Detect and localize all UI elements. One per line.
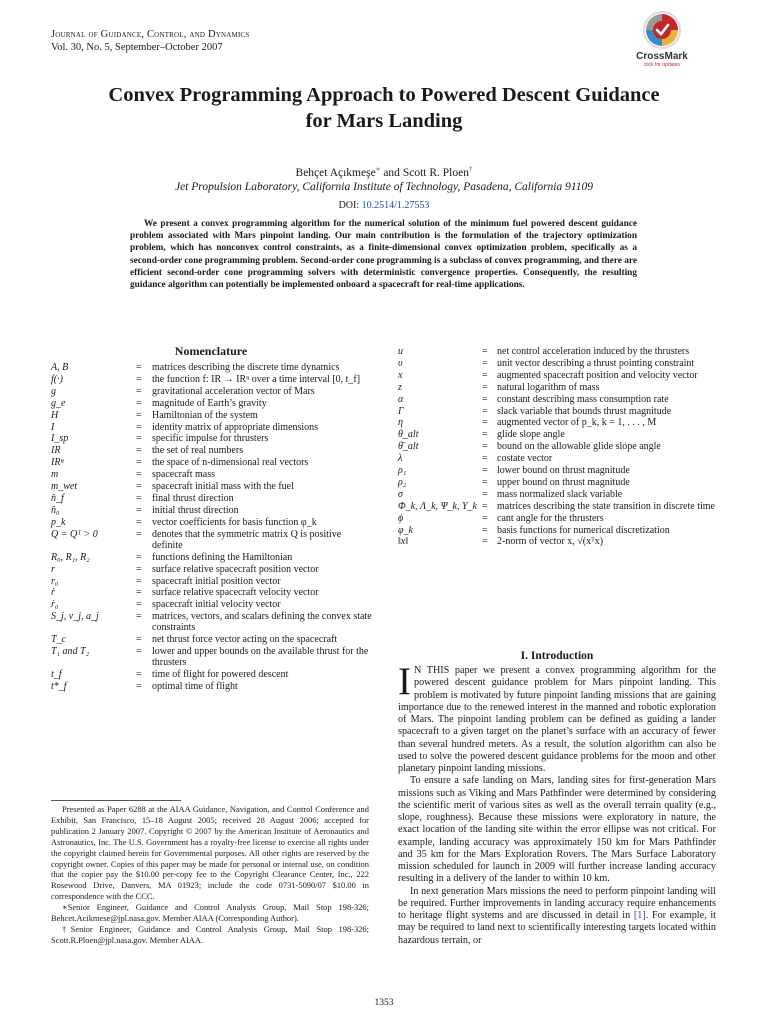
nomenclature-symbol: υ (398, 357, 403, 369)
nomenclature-equals: = (482, 512, 488, 524)
nomenclature-symbol: p_k (51, 516, 66, 528)
nomenclature-equals: = (136, 457, 142, 469)
nomenclature-symbol: λ (398, 453, 403, 465)
nomenclature-equals: = (136, 385, 142, 397)
footnote-presentation: Presented as Paper 6288 at the AIAA Guidance, Navigation, and Control Conference and Exhibit, San Francisco, 15–18 August 2005; received 28 August 2006; accepted for publication 2 January 2007. Copyright © 2007 by the American Institute of Aeronautics and Astronautics, Inc. The U.S. Government has a royalty-free license to exercise all rights under the copyright claimed herein for Governmental purposes. All other rights are reserved by the copyright owner. Copies of this paper may be made for personal or internal use, on condition that the copier pay the $10.00 per-copy fee to the Copyright Clearance Center, Inc., 222 Rosewood Drive, Danvers, MA 01923; include the code 0731-5090/07 $10.00 in correspondence with the CCC. (51, 804, 369, 902)
nomenclature-equals: = (136, 681, 142, 693)
nomenclature-symbol: m_wet (51, 481, 78, 492)
nomenclature-equals: = (136, 469, 142, 481)
nomenclature-definition: spacecraft initial velocity vector (152, 599, 281, 611)
nomenclature-symbol: f(·) (51, 373, 63, 385)
nomenclature-symbol: u (398, 346, 403, 357)
nomenclature-symbol: I_sp (51, 433, 69, 445)
doi-line (0, 200, 768, 212)
nomenclature-definition: net thrust force vector acting on the spacecraft (152, 634, 338, 646)
intro-paragraph-1-text: N THIS paper we present a convex programming algorithm for the powered descent guidance problem for Mars pinpoint landing. This problem is motivated by future pinpoint landing missions that are gaining importance due to the renewed interest in the manned and robotic exploration of Mars. The pinpoint landing problem can be defined as guiding a lander spacecraft to a given target on the planet’s surface with an accuracy of fewer than several hundred meters. As a result, the solution algorithm can also be used to solve the powered descent guidance problems for the moon and other planetary pinpoint landing missions. (398, 665, 716, 774)
author-2-footnote-mark[interactable]: † (468, 165, 473, 173)
nomenclature-symbol: ṙ (51, 587, 55, 599)
nomenclature-symbol: IRⁿ (51, 457, 64, 469)
nomenclature-symbol: r (51, 563, 55, 575)
nomenclature-symbol: ρ₁ (398, 465, 407, 476)
nomenclature-symbol: T₁ and T₂ (51, 646, 90, 658)
nomenclature-symbol: θ_alt (398, 429, 419, 441)
nomenclature-equals: = (482, 429, 488, 441)
nomenclature-equals: = (482, 417, 488, 429)
nomenclature-equals: = (482, 500, 488, 512)
nomenclature-equals: = (482, 536, 488, 548)
nomenclature-symbol: z (398, 381, 402, 393)
nomenclature-symbol: S_j, v_j, a_j (51, 611, 99, 623)
nomenclature-equals: = (136, 516, 142, 528)
intro-paragraph-3 (398, 886, 716, 947)
journal-name: Journal of Guidance, Control, and Dynamics (51, 29, 250, 40)
intro-paragraph-1 (398, 660, 716, 775)
nomenclature-definition: initial thrust direction (152, 504, 239, 516)
author-1-footnote-mark[interactable]: ∗ (375, 165, 381, 173)
nomenclature-definition: Hamiltonian of the system (152, 409, 258, 421)
nomenclature-equals: = (482, 453, 488, 465)
doi-label: DOI: (338, 200, 362, 211)
nomenclature-symbol: m (51, 469, 59, 481)
introduction-heading: I. Introduction (520, 650, 594, 662)
nomenclature-definition: 2-norm of vector x, √(xᵀx) (497, 536, 604, 548)
nomenclature-symbol: θ̄_alt (398, 441, 419, 453)
nomenclature-equals: = (482, 476, 488, 488)
footnote-author-2: †Senior Engineer, Guidance and Control Analysis Group, Mail Stop 198-326; Scott.R.Ploen@jpl.nasa.gov. Member AIAA. (51, 923, 369, 945)
nomenclature-equals: = (136, 409, 142, 421)
nomenclature-symbol: n̂₀ (51, 504, 60, 516)
nomenclature-definition: unit vector describing a thrust pointing constraint (497, 357, 695, 369)
footnote-divider (51, 800, 181, 801)
nomenclature-equals: = (136, 646, 142, 658)
author-line (0, 162, 768, 180)
nomenclature-definition: lower bound on thrust magnitude (497, 465, 630, 476)
nomenclature-equals: = (482, 346, 488, 357)
nomenclature-definition: net control acceleration induced by the thrusters (497, 346, 690, 357)
nomenclature-symbol: x (398, 369, 403, 381)
intro-paragraph-3-text-b: . For example, it may be required to land next to scientifically interesting targets located within hazardous terrain, or (398, 910, 716, 946)
nomenclature-definition: cant angle for the thrusters (497, 512, 604, 524)
nomenclature-symbol: η (398, 417, 403, 429)
introduction-body (398, 660, 716, 947)
nomenclature-equals: = (136, 445, 142, 457)
nomenclature-symbol: r₀ (51, 575, 59, 587)
nomenclature-equals: = (136, 587, 142, 599)
crossmark-sublabel: click for updates (643, 62, 681, 68)
title-line-1: Convex Programming Approach to Powered Descent Guidance (108, 84, 660, 106)
nomenclature-definition: slack variable that bounds thrust magnitude (497, 405, 672, 417)
doi-link[interactable]: 10.2514/1.27553 (361, 200, 430, 211)
nomenclature-equals: = (136, 397, 142, 409)
nomenclature-definition: the set of real numbers (152, 445, 244, 457)
nomenclature-symbol: Γ (398, 405, 404, 417)
abstract: We present a convex programming algorithm for the numerical solution of the minimum fuel powered descent guidance problem associated with Mars pinpoint landing. Our main contribution is the formulation of the trajectory optimization problem, which has nonconvex control constraints, as a finite-dimensional convex optimization problem, specifically as a second-order cone programming problem. Second-order cone programming is a subclass of convex programming, and there are efficient second-order cone programming solvers with deterministic convergence properties. Consequently, the resulting guidance algorithm can potentially be implemented onboard a spacecraft for real-time applications. (130, 219, 637, 291)
page-number: 1353 (374, 998, 394, 1008)
nomenclature-definition: spacecraft initial position vector (152, 575, 281, 587)
nomenclature-symbol: Φ_k, Λ_k, Ψ_k, Υ_k (398, 500, 477, 512)
nomenclature-equals: = (136, 611, 142, 623)
nomenclature-symbol: φ_k (398, 524, 413, 536)
nomenclature-equals: = (482, 441, 488, 453)
nomenclature-symbol: t*_f (51, 681, 67, 693)
nomenclature-heading: Nomenclature (174, 344, 248, 358)
nomenclature-definition: the space of n-dimensional real vectors (152, 457, 309, 469)
nomenclature-equals: = (136, 504, 142, 516)
nomenclature-equals: = (136, 492, 142, 504)
nomenclature-equals: = (482, 465, 488, 476)
nomenclature-equals: = (482, 524, 488, 536)
nomenclature-equals: = (482, 393, 488, 405)
nomenclature-definition: costate vector (497, 453, 553, 465)
footnotes (51, 804, 369, 946)
intro-paragraph-3-text-a: In next generation Mars missions the need to perform pinpoint landing will be required. Further improvements in landing accuracy require enhancements to heritage flight systems and are discussed in detail in (398, 885, 716, 921)
nomenclature-equals: = (482, 357, 488, 369)
crossmark-badge[interactable] (628, 10, 696, 72)
author-2[interactable]: Scott R. Ploen (402, 166, 469, 179)
nomenclature-definition: identity matrix of appropriate dimensions (152, 421, 319, 433)
nomenclature-definition: matrices describing the discrete time dynamics (152, 362, 340, 373)
nomenclature-symbol: Q = Qᵀ > 0 (51, 528, 98, 540)
nomenclature-symbol: t_f (51, 669, 62, 681)
nomenclature-symbol: I (51, 421, 55, 433)
nomenclature-equals: = (482, 381, 488, 393)
nomenclature-definition: final thrust direction (152, 492, 234, 504)
nomenclature-equals: = (136, 528, 142, 540)
nomenclature-equals: = (136, 599, 142, 611)
author-1[interactable]: Behçet Açıkmeşe (295, 166, 376, 179)
nomenclature-definition: augmented vector of p_k, k = 1, . . . , M (497, 417, 657, 429)
citation-link[interactable]: [1] (633, 910, 646, 921)
nomenclature-definition: lower and upper bounds on the available thrust for the thrusters (152, 646, 369, 669)
affiliation: Jet Propulsion Laboratory, California Institute of Technology, Pasadena, California 91109 (174, 181, 594, 193)
drop-cap: I (398, 660, 411, 703)
nomenclature-definition: time of flight for powered descent (152, 669, 289, 681)
author-conjunction: and (380, 166, 403, 179)
nomenclature-symbol: n̂_f (51, 492, 64, 504)
nomenclature-definition: gravitational acceleration vector of Mars (152, 385, 315, 397)
nomenclature-equals: = (482, 405, 488, 417)
nomenclature-symbol: T_c (51, 634, 66, 646)
nomenclature-equals: = (136, 373, 142, 385)
nomenclature-definition: mass normalized slack variable (497, 488, 623, 500)
nomenclature-definition: augmented spacecraft position and velocity vector (497, 369, 698, 381)
nomenclature-definition: spacecraft mass (152, 469, 216, 481)
nomenclature-definition: magnitude of Earth’s gravity (152, 397, 267, 409)
nomenclature-definition: constant describing mass consumption rate (497, 393, 669, 405)
nomenclature-definition: denotes that the symmetric matrix Q is positive definite (152, 528, 342, 551)
journal-header (51, 28, 249, 54)
crossmark-label: CrossMark (636, 51, 688, 62)
nomenclature-definition: surface relative spacecraft position vector (152, 563, 319, 575)
nomenclature-symbol: g (51, 385, 56, 397)
nomenclature-equals: = (482, 369, 488, 381)
nomenclature-definition: vector coefficients for basis function φ_k (152, 516, 317, 528)
nomenclature-symbol: g_e (51, 397, 66, 409)
crossmark-icon (642, 10, 682, 50)
nomenclature-definition: basis functions for numerical discretization (497, 524, 670, 536)
nomenclature-definition: matrices, vectors, and scalars defining the convex state constraints (152, 611, 372, 634)
intro-paragraph-2: To ensure a safe landing on Mars, landing sites for first-generation Mars missions such as Viking and Mars Pathfinder were determined by considering the scientific merit of various sites as well as the overall terrain quality (e.g., slope, roughness). Because these missions were exploratory in nature, the exact location of the landing site within the error ellipse was not critical. For example, landing accuracy was approximately 150 km for Mars Pathfinder and 35 km for the Mars Exploration Rovers. The Mars Surface Laboratory mission scheduled for launch in 2009 will further increase landing accuracy resulting in a delivery of the lander to within 10 km. (398, 775, 716, 885)
nomenclature-symbol: A, B (51, 362, 69, 373)
nomenclature-equals: = (136, 551, 142, 563)
nomenclature-equals: = (136, 433, 142, 445)
nomenclature-equals: = (136, 669, 142, 681)
nomenclature-symbol: σ (398, 488, 403, 500)
nomenclature-definition: specific impulse for thrusters (152, 433, 269, 445)
nomenclature-equals: = (136, 634, 142, 646)
footnote-author-1: ∗Senior Engineer, Guidance and Control Analysis Group, Mail Stop 198-326; Behcet.Acikmese@jpl.nasa.gov. Member AIAA (Corresponding Author). (51, 902, 369, 924)
nomenclature-definition: bound on the allowable glide slope angle (497, 441, 661, 453)
nomenclature-symbol: ‖x‖ (398, 536, 409, 548)
nomenclature-definition: optimal time of flight (152, 681, 238, 693)
nomenclature-equals: = (136, 481, 142, 492)
nomenclature-symbol: IR (51, 445, 61, 457)
nomenclature-equals: = (482, 488, 488, 500)
nomenclature-symbol: ϕ (398, 512, 404, 524)
nomenclature-definition: matrices describing the state transition in discrete time (497, 500, 715, 512)
nomenclature-equals: = (136, 575, 142, 587)
nomenclature-definition: spacecraft initial mass with the fuel (152, 481, 294, 492)
nomenclature-symbol: ρ₂ (398, 476, 407, 488)
nomenclature-definition: natural logarithm of mass (497, 381, 600, 393)
nomenclature-equals: = (136, 362, 142, 373)
title-line-2: for Mars Landing (305, 110, 463, 132)
journal-issue: Vol. 30, No. 5, September–October 2007 (51, 42, 223, 53)
nomenclature-symbol: R₀, R₁, R₂ (51, 551, 90, 563)
nomenclature-definition: glide slope angle (497, 429, 565, 441)
paper-title (0, 82, 768, 134)
nomenclature-equals: = (136, 563, 142, 575)
nomenclature-symbol: α (398, 393, 404, 405)
nomenclature-symbol: H (51, 409, 59, 421)
nomenclature-symbol: ṙ₀ (51, 599, 59, 611)
nomenclature-definition: upper bound on thrust magnitude (497, 476, 630, 488)
nomenclature-definition: the function f: IR → IRⁿ over a time interval [0, t_f] (152, 373, 361, 385)
nomenclature-equals: = (136, 421, 142, 433)
nomenclature-definition: functions defining the Hamiltonian (152, 551, 293, 563)
nomenclature-definition: surface relative spacecraft velocity vector (152, 587, 319, 599)
